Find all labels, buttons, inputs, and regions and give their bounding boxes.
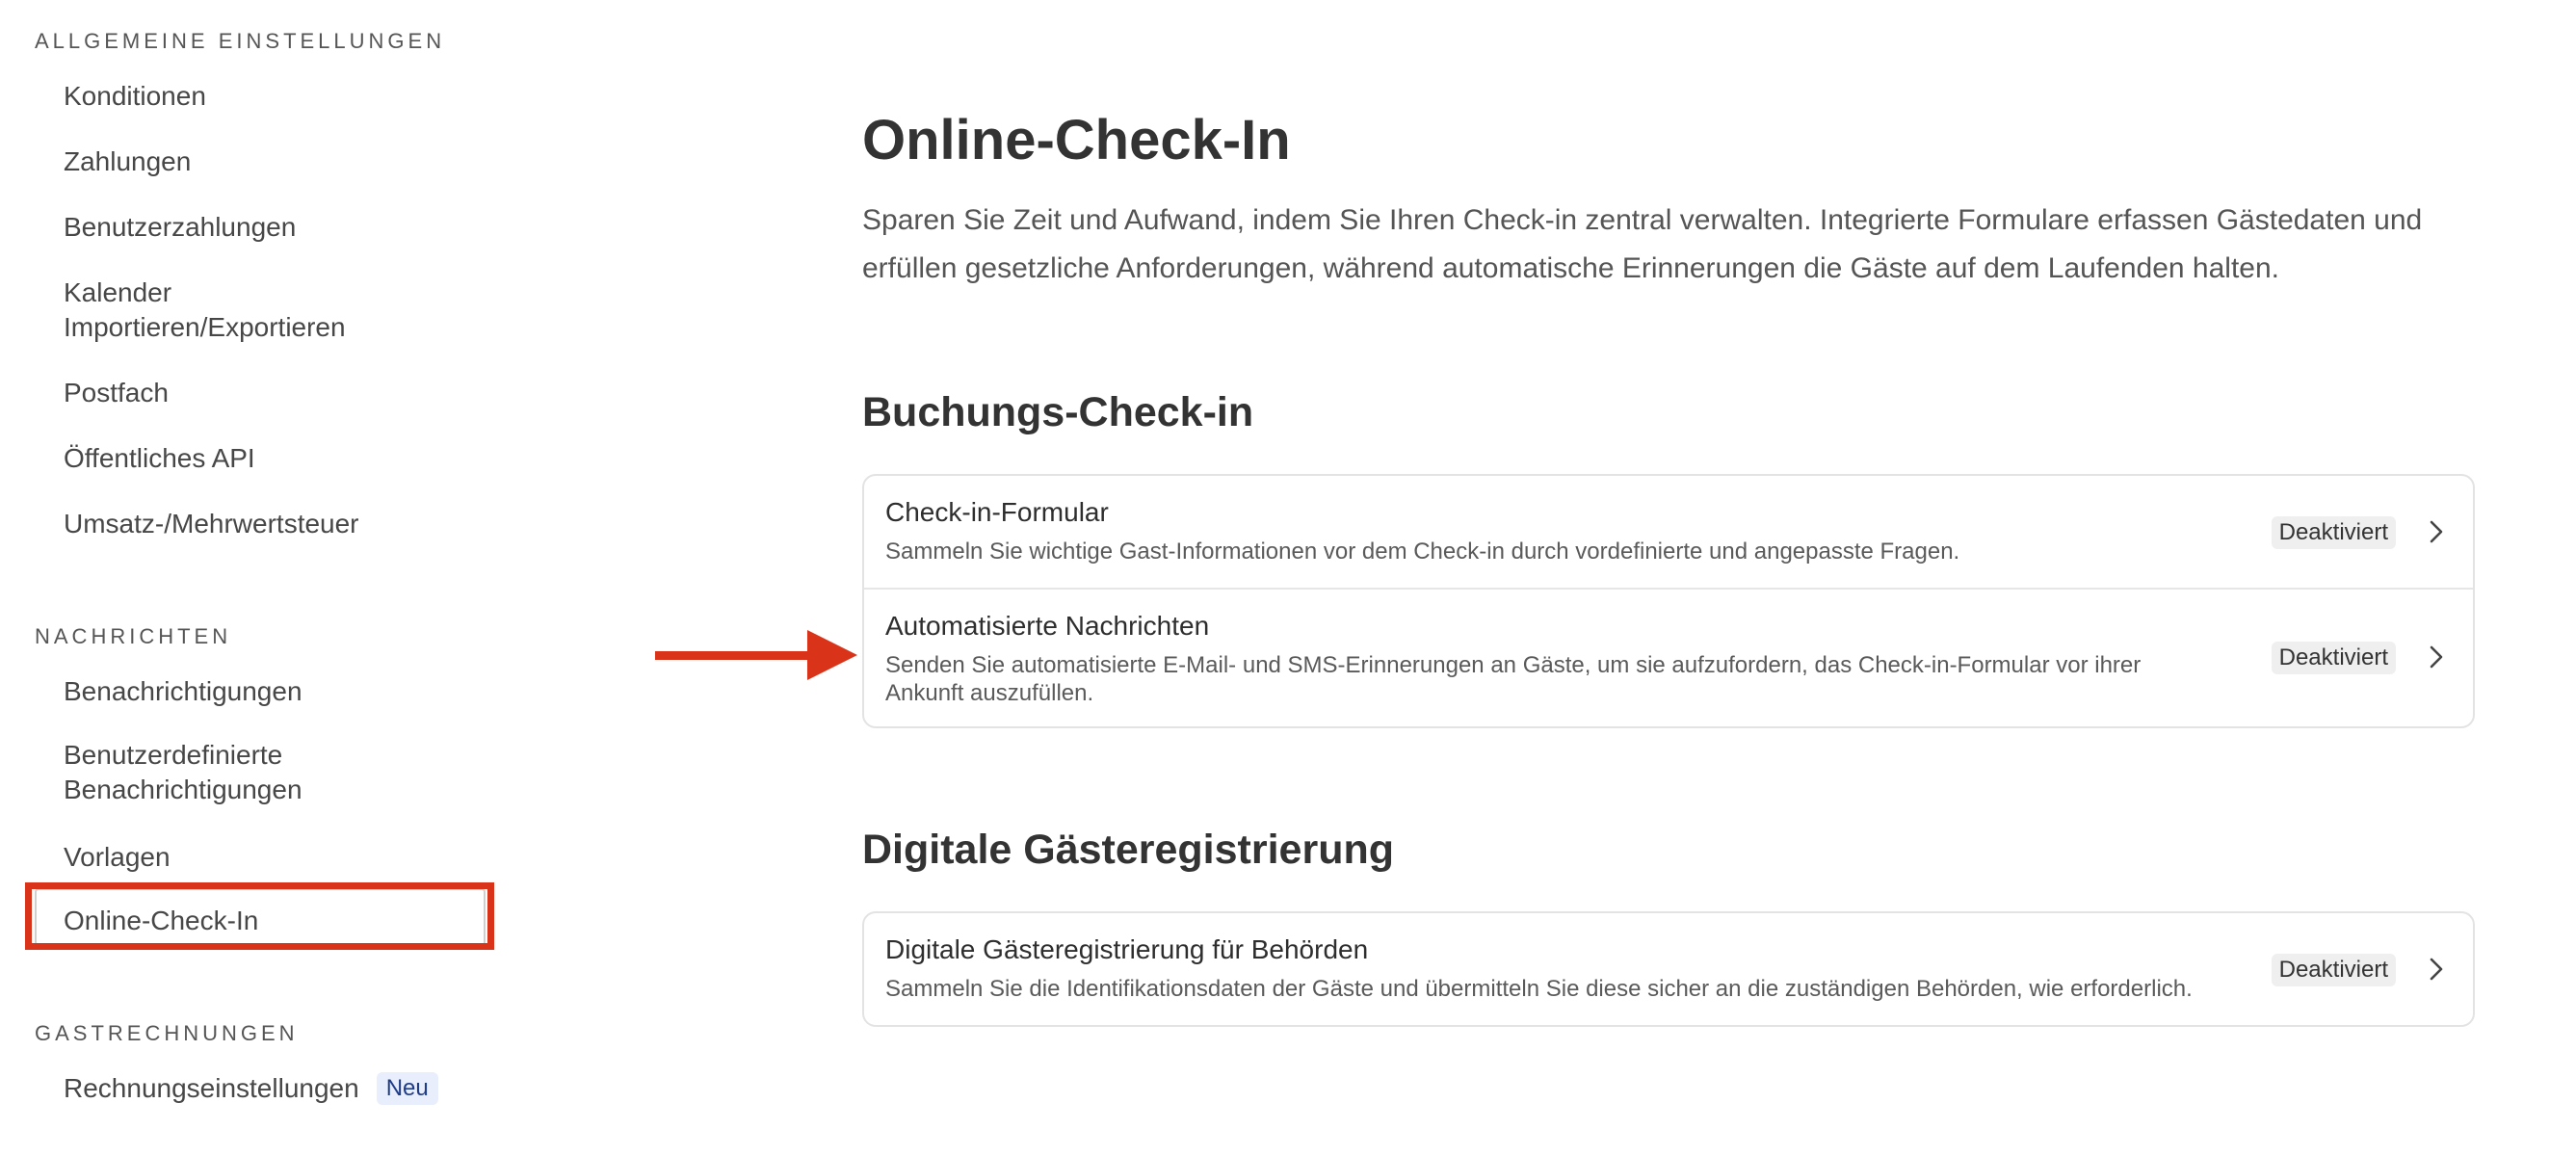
row-description: Senden Sie automatisierte E-Mail- und SMS-Erinnerungen an Gäste, um sie aufzufordern, das Check-in-Formular vor ihrer Ankunft auszufüllen. — [885, 652, 2142, 706]
sidebar-item-label-line1: Benutzerdefinierte — [64, 740, 283, 770]
sidebar-section-title-nachrichten: NACHRICHTEN — [35, 624, 232, 648]
sidebar-item-kalender-import-export[interactable] — [64, 276, 430, 345]
sidebar-item-label-line2: Benachrichtigungen — [64, 775, 302, 804]
section-title-digitale-gaesteregistrierung: Digitale Gästeregistrierung — [862, 827, 1394, 873]
status-badge: Deaktiviert — [2272, 642, 2396, 674]
sidebar-section-title-gastrechnungen: GASTRECHNUNGEN — [35, 1021, 299, 1045]
status-badge: Deaktiviert — [2272, 954, 2396, 986]
sidebar-item-benutzerdefinierte-benachrichtigungen[interactable] — [64, 738, 430, 807]
settings-card-digitale-gaesteregistrierung — [862, 911, 2475, 1027]
row-description: Sammeln Sie wichtige Gast-Informationen vor dem Check-in durch vordefinierte und angepasste Fragen. — [885, 539, 1960, 565]
settings-row-digitale-gaesteregistrierung-behoerden[interactable] — [864, 913, 2473, 1025]
chevron-right-icon — [2427, 518, 2446, 545]
sidebar-item-label-line1: Kalender — [64, 277, 172, 307]
row-description: Sammeln Sie die Identifikationsdaten der Gäste und übermitteln Sie diese sicher an die zuständigen Behörden, wie erforderlich. — [885, 976, 2193, 1002]
sidebar-item-online-check-in[interactable]: Online-Check-In — [64, 906, 259, 935]
row-title: Digitale Gästeregistrierung für Behörden — [885, 934, 1369, 964]
settings-sidebar — [0, 0, 539, 1156]
sidebar-item-oeffentliches-api[interactable]: Öffentliches API — [64, 443, 255, 473]
sidebar-item-label: Rechnungseinstellungen — [64, 1073, 359, 1103]
arrow-right-icon — [655, 628, 857, 682]
status-badge: Deaktiviert — [2272, 516, 2396, 549]
sidebar-section-title-general: ALLGEMEINE EINSTELLUNGEN — [35, 29, 446, 53]
page-title: Online-Check-In — [862, 109, 1291, 171]
chevron-right-icon — [2427, 956, 2446, 983]
sidebar-item-rechnungseinstellungen[interactable] — [64, 1071, 438, 1106]
settings-row-check-in-formular[interactable] — [864, 476, 2473, 588]
section-title-buchungs-check-in: Buchungs-Check-in — [862, 389, 1254, 435]
new-badge: Neu — [377, 1072, 438, 1105]
row-title: Automatisierte Nachrichten — [885, 611, 1210, 641]
settings-row-automatisierte-nachrichten[interactable] — [864, 588, 2473, 726]
sidebar-item-umsatzsteuer[interactable]: Umsatz-/Mehrwertsteuer — [64, 509, 359, 539]
row-title: Check-in-Formular — [885, 497, 1109, 527]
sidebar-item-benutzerzahlungen[interactable]: Benutzerzahlungen — [64, 212, 297, 242]
sidebar-item-zahlungen[interactable]: Zahlungen — [64, 146, 192, 176]
page-description: Sparen Sie Zeit und Aufwand, indem Sie Ihren Check-in zentral verwalten. Integrierte Formulare erfassen Gästedaten und erfüllen gesetzliche Anforderungen, während automatische Erinnerungen die Gäste auf dem Laufenden halten. — [862, 204, 2423, 284]
sidebar-item-vorlagen[interactable]: Vorlagen — [64, 842, 171, 872]
settings-card-buchungs-check-in — [862, 474, 2475, 728]
sidebar-item-konditionen[interactable]: Konditionen — [64, 81, 206, 111]
sidebar-item-postfach[interactable]: Postfach — [64, 378, 169, 407]
chevron-right-icon — [2427, 644, 2446, 670]
sidebar-item-label-line2: Importieren/Exportieren — [64, 312, 346, 342]
sidebar-item-benachrichtigungen[interactable]: Benachrichtigungen — [64, 676, 302, 706]
